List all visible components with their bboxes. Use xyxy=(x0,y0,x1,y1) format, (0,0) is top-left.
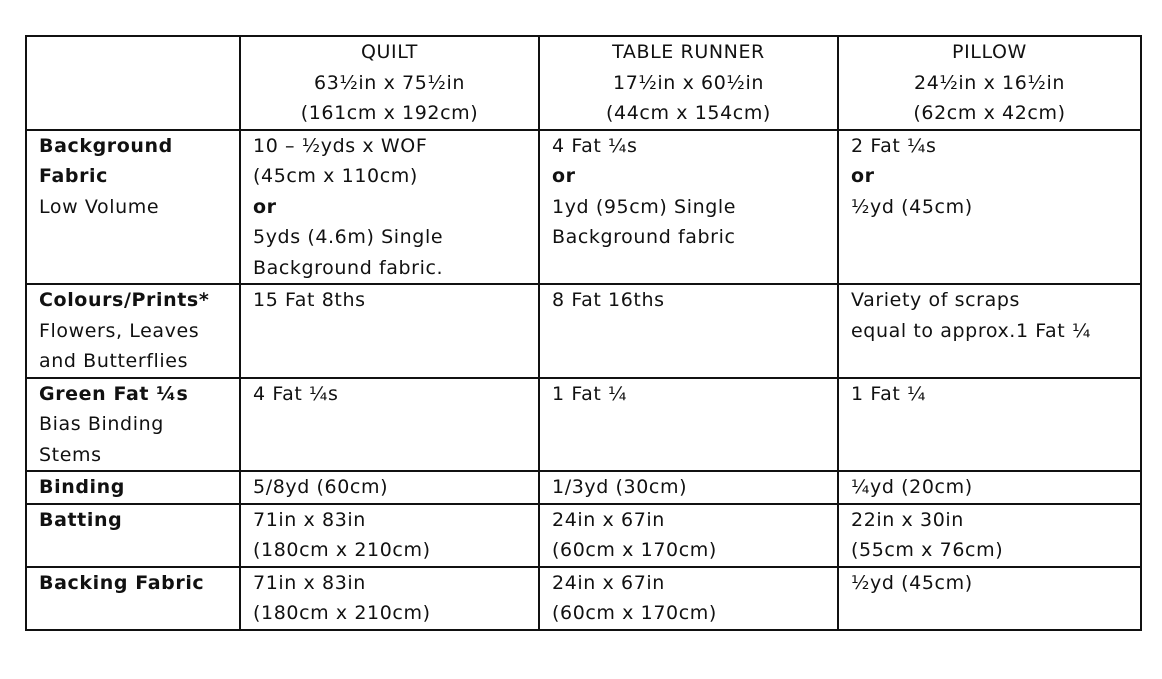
cell-line: 71in x 83in xyxy=(253,508,366,531)
cell-quilt xyxy=(240,378,539,472)
cell-line: 8 Fat 16ths xyxy=(552,289,665,311)
row-label: Background xyxy=(39,134,173,157)
cell-line: (45cm x 110cm) xyxy=(253,165,418,187)
row-label-cell xyxy=(26,284,240,378)
table-row-binding xyxy=(26,471,1141,504)
row-label-cell xyxy=(26,130,240,285)
cell-line: 15 Fat 8ths xyxy=(253,289,366,311)
cell-line: ¼yd (20cm) xyxy=(851,476,973,498)
table-row-batting xyxy=(26,504,1141,567)
row-label-cell xyxy=(26,504,240,567)
cell-line: (60cm x 170cm) xyxy=(552,539,717,561)
cell-pillow xyxy=(838,130,1141,285)
cell-table-runner xyxy=(539,130,838,285)
cell-pillow xyxy=(838,471,1141,504)
cell-line: equal to approx.1 Fat ¼ xyxy=(851,319,1092,342)
row-label-cell xyxy=(26,567,240,630)
row-sublabel: Low Volume xyxy=(39,195,160,218)
row-label-line2: Fabric xyxy=(39,165,109,187)
cell-line: Background fabric. xyxy=(253,256,444,279)
cell-or: or xyxy=(851,165,875,187)
header-row xyxy=(26,36,1141,130)
cell-pillow xyxy=(838,567,1141,630)
table-row-background-fabric xyxy=(26,130,1141,285)
cell-line: 24in x 67in xyxy=(552,571,665,594)
fabric-requirements-table xyxy=(25,35,1142,631)
row-sublabel: Flowers, Leaves xyxy=(39,319,200,342)
cell-line: Background fabric xyxy=(552,226,736,248)
header-name: TABLE RUNNER xyxy=(612,41,765,63)
table-row-green-fat-quarters xyxy=(26,378,1141,472)
cell-quilt xyxy=(240,284,539,378)
header-size-in: 24½in x 16½in xyxy=(914,71,1065,94)
header-size-cm: (62cm x 42cm) xyxy=(913,102,1066,124)
row-sublabel-line2: and Butterflies xyxy=(39,350,189,372)
cell-line: 5/8yd (60cm) xyxy=(253,476,389,498)
cell-table-runner xyxy=(539,504,838,567)
row-label: Batting xyxy=(39,508,123,531)
cell-or: or xyxy=(552,165,576,187)
cell-table-runner xyxy=(539,567,838,630)
cell-table-runner xyxy=(539,471,838,504)
header-pillow xyxy=(838,36,1141,130)
cell-line: 1 Fat ¼ xyxy=(552,382,628,405)
cell-line: (60cm x 170cm) xyxy=(552,602,717,624)
cell-line: 22in x 30in xyxy=(851,508,964,531)
cell-line: 1yd (95cm) Single xyxy=(552,195,737,218)
header-size-in: 63½in x 75½in xyxy=(314,71,465,94)
cell-line: 4 Fat ¼s xyxy=(552,134,638,157)
row-label: Backing Fabric xyxy=(39,571,205,594)
row-label: Binding xyxy=(39,476,125,498)
cell-quilt xyxy=(240,471,539,504)
header-name: QUILT xyxy=(360,41,419,63)
header-table-runner xyxy=(539,36,838,130)
cell-line: 10 – ½yds x WOF xyxy=(253,134,428,157)
header-size-cm: (161cm x 192cm) xyxy=(300,102,479,124)
cell-or: or xyxy=(253,195,277,218)
row-label: Green Fat ¼s xyxy=(39,382,189,405)
cell-line: 1 Fat ¼ xyxy=(851,382,927,405)
row-sublabel: Bias Binding xyxy=(39,413,164,435)
cell-line: 5yds (4.6m) Single xyxy=(253,226,444,248)
cell-quilt xyxy=(240,130,539,285)
cell-line: Variety of scraps xyxy=(851,289,1020,311)
header-size-cm: (44cm x 154cm) xyxy=(606,102,771,124)
cell-pillow xyxy=(838,504,1141,567)
cell-line: 71in x 83in xyxy=(253,571,366,594)
cell-line: 1/3yd (30cm) xyxy=(552,476,688,498)
cell-line: 2 Fat ¼s xyxy=(851,134,937,157)
cell-table-runner xyxy=(539,378,838,472)
cell-line: (180cm x 210cm) xyxy=(253,602,431,624)
cell-table-runner xyxy=(539,284,838,378)
corner-cell xyxy=(26,36,240,130)
row-label-cell xyxy=(26,378,240,472)
cell-pillow xyxy=(838,284,1141,378)
row-sublabel-line2: Stems xyxy=(39,443,102,466)
cell-line: 4 Fat ¼s xyxy=(253,382,339,405)
cell-quilt xyxy=(240,504,539,567)
cell-quilt xyxy=(240,567,539,630)
table-row-colours-prints xyxy=(26,284,1141,378)
cell-line: (55cm x 76cm) xyxy=(851,539,1004,561)
row-label-cell xyxy=(26,471,240,504)
header-size-in: 17½in x 60½in xyxy=(613,71,764,94)
header-name: PILLOW xyxy=(952,41,1027,63)
row-label: Colours/Prints* xyxy=(39,289,210,311)
cell-pillow xyxy=(838,378,1141,472)
header-quilt xyxy=(240,36,539,130)
cell-line: (180cm x 210cm) xyxy=(253,539,431,561)
table-row-backing-fabric xyxy=(26,567,1141,630)
cell-line: ½yd (45cm) xyxy=(851,571,973,594)
cell-line: ½yd (45cm) xyxy=(851,195,973,218)
cell-line: 24in x 67in xyxy=(552,508,665,531)
